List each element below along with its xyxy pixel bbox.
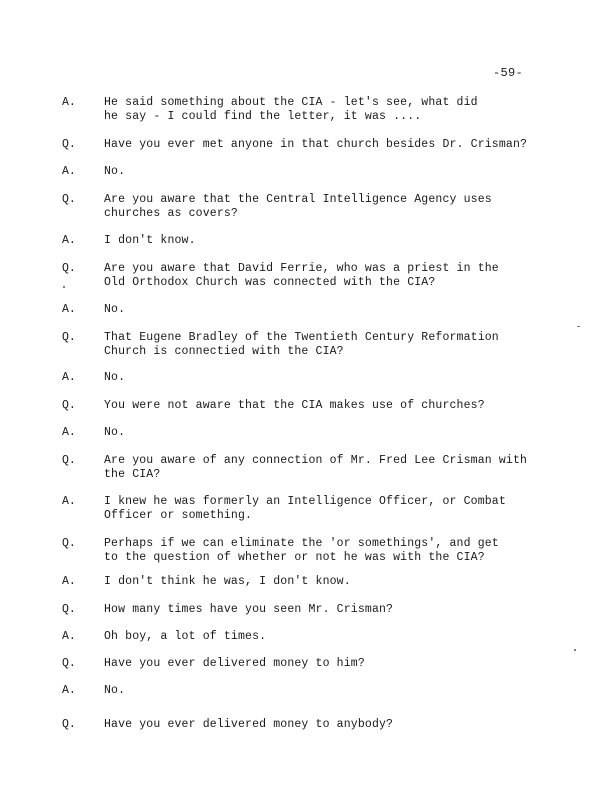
speaker-label: Q. bbox=[62, 718, 76, 731]
entry-text: Have you ever delivered money to anybody? bbox=[104, 718, 394, 731]
speaker-label: A. bbox=[62, 630, 76, 643]
speaker-label: A. bbox=[62, 575, 76, 588]
entry-text: He said something about the CIA - let's see, what did he say - I could find the letter, it was .... bbox=[104, 96, 478, 123]
speaker-label: Q. bbox=[62, 262, 76, 275]
speaker-label: Q. bbox=[62, 193, 76, 206]
speaker-label: Q. bbox=[62, 603, 76, 616]
speaker-label: Q. bbox=[62, 537, 76, 550]
speaker-label: A. bbox=[62, 495, 76, 508]
speaker-label: Q. bbox=[62, 399, 76, 412]
speaker-label: A. bbox=[62, 371, 76, 384]
entry-text: Have you ever met anyone in that church besides Dr. Crisman? bbox=[104, 138, 528, 151]
scan-speck bbox=[577, 326, 580, 327]
speaker-label: A. bbox=[62, 96, 76, 109]
entry-text: No. bbox=[104, 426, 126, 439]
entry-text: Have you ever delivered money to him? bbox=[104, 657, 365, 670]
speaker-label: Q. bbox=[62, 454, 76, 467]
speaker-label: A. bbox=[62, 165, 76, 178]
entry-text: I don't know. bbox=[104, 234, 196, 247]
speaker-label: A. bbox=[62, 684, 76, 697]
entry-text: That Eugene Bradley of the Twentieth Century Reformation Church is connectied with the CIA? bbox=[104, 331, 499, 358]
entry-text: No. bbox=[104, 165, 126, 178]
entry-text: No. bbox=[104, 684, 126, 697]
entry-text: I knew he was formerly an Intelligence Officer, or Combat Officer or something. bbox=[104, 495, 506, 522]
scan-speck bbox=[574, 649, 576, 651]
entry-text: Are you aware that the Central Intelligence Agency uses churches as covers? bbox=[104, 193, 492, 220]
page-number: -59- bbox=[493, 66, 524, 80]
entry-text: Are you aware that David Ferrie, who was a priest in the Old Orthodox Church was connected with the CIA? bbox=[104, 262, 499, 289]
entry-text: You were not aware that the CIA makes use of churches? bbox=[104, 399, 485, 412]
speaker-label: Q. bbox=[62, 657, 76, 670]
speaker-label: Q. bbox=[62, 138, 76, 151]
entry-text: I don't think he was, I don't know. bbox=[104, 575, 351, 588]
speaker-label: Q. bbox=[62, 331, 76, 344]
speaker-label: A. bbox=[62, 234, 76, 247]
entry-text: Oh boy, a lot of times. bbox=[104, 630, 267, 643]
entry-text: Are you aware of any connection of Mr. Fred Lee Crisman with the CIA? bbox=[104, 454, 528, 481]
entry-text: No. bbox=[104, 303, 126, 316]
speaker-label: A. bbox=[62, 303, 76, 316]
speaker-label: A. bbox=[62, 426, 76, 439]
entry-text: Perhaps if we can eliminate the 'or somethings', and get to the question of whether or not he was with the CIA? bbox=[104, 537, 499, 564]
scan-speck bbox=[63, 286, 65, 288]
entry-text: No. bbox=[104, 371, 126, 384]
entry-text: How many times have you seen Mr. Crisman? bbox=[104, 603, 394, 616]
